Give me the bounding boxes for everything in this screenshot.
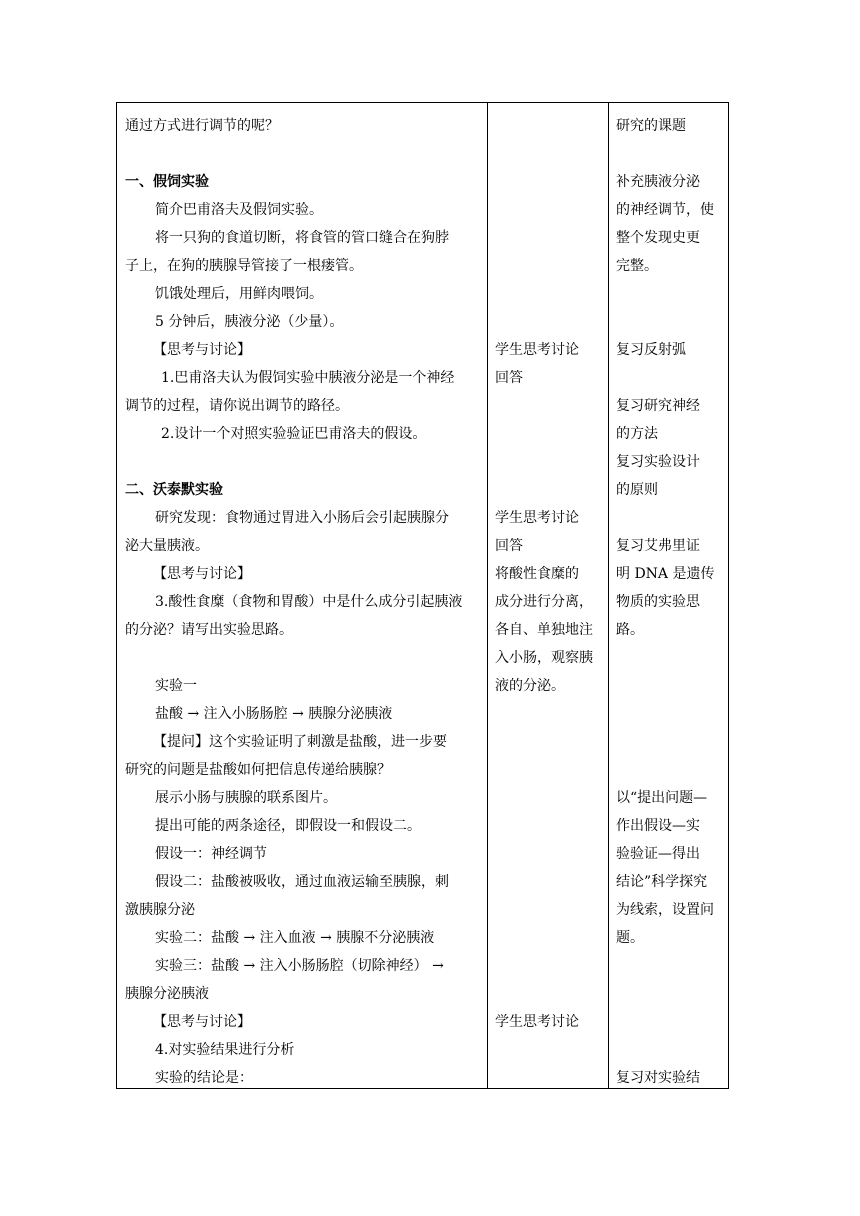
- text-line: 研究的课题: [616, 118, 686, 134]
- text-line: 假设一：神经调节: [155, 846, 267, 862]
- text-line: 子上，在狗的胰腺导管接了一根瘘管。: [125, 258, 363, 274]
- text-line: 假设二：盐酸被吸收，通过血液运输至胰腺，刺: [155, 874, 449, 890]
- text-line: 回答: [495, 538, 523, 554]
- text-line: 饥饿处理后，用鲜肉喂饲。: [155, 286, 323, 302]
- text-line: 验验证—得出: [616, 846, 700, 862]
- text-line: 调节的过程，请你说出调节的路径。: [125, 398, 349, 414]
- text-line: 实验的结论是：: [155, 1070, 253, 1086]
- text-line: 的分泌？请写出实验思路。: [125, 622, 293, 638]
- text-line: 5 分钟后，胰液分泌（少量）。: [155, 314, 344, 330]
- text-line: 实验一: [155, 678, 197, 694]
- text-line: 复习实验设计: [616, 454, 700, 470]
- text-line: 学生思考讨论: [495, 510, 579, 526]
- text-line: 激胰腺分泌: [125, 902, 195, 918]
- text-line: 将一只狗的食道切断，将食管的管口缝合在狗脖: [155, 230, 449, 246]
- text-line: 3.酸性食糜（食物和胃酸）中是什么成分引起胰液: [155, 594, 463, 610]
- column-divider: [487, 103, 488, 1088]
- text-line: 完整。: [616, 258, 658, 274]
- text-line: 实验三：盐酸 → 注入小肠肠腔（切除神经） →: [155, 958, 444, 974]
- text-line: 整个发现史更: [616, 230, 700, 246]
- text-line: 路。: [616, 622, 644, 638]
- text-line: 盐酸 → 注入小肠肠腔 → 胰腺分泌胰液: [155, 706, 393, 722]
- text-line: 复习对实验结: [616, 1070, 700, 1086]
- text-line: 学生思考讨论: [495, 342, 579, 358]
- text-line: 明 DNA 是遗传: [616, 566, 715, 582]
- text-line: 2.设计一个对照实验验证巴甫洛夫的假设。: [161, 426, 427, 442]
- text-line: 研究发现：食物通过胃进入小肠后会引起胰腺分: [155, 510, 449, 526]
- text-line: 回答: [495, 370, 523, 386]
- text-line: 各自、单独地注: [495, 622, 593, 638]
- text-line: 的方法: [616, 426, 658, 442]
- text-line: 学生思考讨论: [495, 1014, 579, 1030]
- text-line: 【思考与讨论】: [153, 342, 251, 358]
- text-line: 泌大量胰液。: [125, 538, 209, 554]
- text-line: 题。: [616, 930, 644, 946]
- text-line: 展示小肠与胰腺的联系图片。: [155, 790, 337, 806]
- text-line: 物质的实验思: [616, 594, 700, 610]
- text-line: 【思考与讨论】: [153, 566, 251, 582]
- text-line: 将酸性食糜的: [495, 566, 579, 582]
- text-line: 复习艾弗里证: [616, 538, 700, 554]
- column-divider: [608, 103, 609, 1088]
- text-line: 1.巴甫洛夫认为假饲实验中胰液分泌是一个神经: [161, 370, 455, 386]
- text-line: 胰腺分泌胰液: [125, 986, 209, 1002]
- text-line: 二、沃泰默实验: [125, 482, 223, 498]
- text-line: 通过方式进行调节的呢？: [125, 118, 279, 134]
- text-line: 液的分泌。: [495, 678, 565, 694]
- text-line: 【提问】这个实验证明了刺激是盐酸，进一步要: [153, 734, 447, 750]
- text-line: 补充胰液分泌: [616, 174, 700, 190]
- text-line: 【思考与讨论】: [153, 1014, 251, 1030]
- text-line: 的原则: [616, 482, 658, 498]
- text-line: 简介巴甫洛夫及假饲实验。: [155, 202, 323, 218]
- text-line: 以“提出问题—: [616, 790, 708, 806]
- text-line: 研究的问题是盐酸如何把信息传递给胰腺？: [125, 762, 391, 778]
- text-line: 一、假饲实验: [125, 174, 209, 190]
- text-line: 的神经调节，使: [616, 202, 714, 218]
- lesson-plan-table: [116, 102, 729, 1089]
- text-line: 复习研究神经: [616, 398, 700, 414]
- text-line: 实验二：盐酸 → 注入血液 → 胰腺不分泌胰液: [155, 930, 435, 946]
- text-line: 结论”科学探究: [616, 874, 708, 890]
- text-line: 成分进行分离，: [495, 594, 593, 610]
- text-line: 4.对实验结果进行分析: [155, 1042, 295, 1058]
- text-line: 入小肠，观察胰: [495, 650, 593, 666]
- text-line: 为线索，设置问: [616, 902, 714, 918]
- text-line: 复习反射弧: [616, 342, 686, 358]
- text-line: 提出可能的两条途径，即假设一和假设二。: [155, 818, 421, 834]
- text-line: 作出假设—实: [616, 818, 700, 834]
